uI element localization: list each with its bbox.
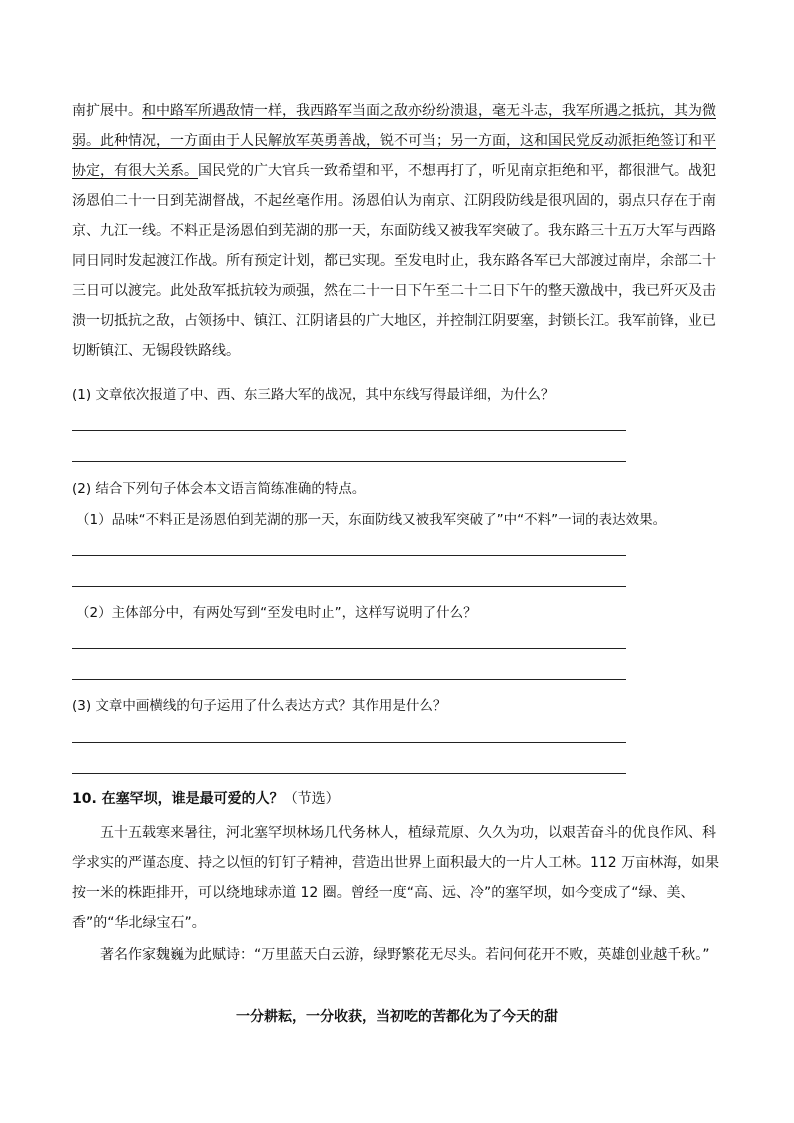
answer-line[interactable] (72, 430, 626, 431)
section-10-paragraph-2: 著名作家魏巍为此赋诗：“万里蓝天白云游，绿野繁花无尽头。若问何花开不败，英雄创业越千秋。” (100, 947, 710, 963)
question-2-2: （2）主体部分中，有两处写到“至发电时止”，这样写说明了什么？ (76, 605, 477, 621)
answer-line[interactable] (72, 461, 626, 462)
passage-paragraph (72, 96, 722, 366)
passage-text-intro: 南扩展中。 (72, 103, 142, 119)
passage-text-body: 国民党的广大官兵一致希望和平，不想再打了，听见南京拒绝和平，都很泄气。战犯汤恩伯二十一日到芜湖督战，不起丝毫作用。汤恩伯认为南京、江阴段防线是很巩固的，弱点只存在于南京、九江一线。不料正是汤恩伯到芜湖的那一天，东面防线又被我军突破了。我东路三十五万大军与西路同日同时发起渡江作战。所有预定计划，都已实现。至发电时止，我东路各军已大部渡过南岸，余部二十三日可以渡完。此处敌军抵抗较为顽强，然在二十一日下午至二十二日下午的整天激战中，我已歼灭及击溃一切抵抗之敌，占领扬中、镇江、江阴诸县的广大地区，并控制江阴要塞，封锁长江。我军前锋，业已切断镇江、无锡段铁路线。 (72, 163, 716, 359)
question-2: (2) 结合下列句子体会本文语言简练准确的特点。 (72, 481, 366, 497)
answer-line[interactable] (72, 586, 626, 587)
answer-line[interactable] (72, 555, 626, 556)
answer-line[interactable] (72, 773, 626, 774)
question-1: (1) 文章依次报道了中、西、东三路大军的战况，其中东线写得最详细，为什么？ (72, 387, 555, 403)
answer-line[interactable] (72, 648, 626, 649)
section-10-heading (72, 789, 340, 809)
section-10-paragraph-1: 五十五载寒来暑往，河北塞罕坝林场几代务林人，植绿荒原、久久为功，以艰苦奋斗的优良作风、科学求实的严谨态度、持之以恒的钉钉子精神，营造出世界上面积最大的一片人工林。112 万亩林海，如果按一米的株距排开，可以绕地球赤道 12 圈。曾经一度“高、远、冷”的塞罕坝，如今变成了“绿、美、香”的“华北绿宝石”。 (72, 825, 720, 931)
section-10-note: （节选） (283, 791, 340, 807)
underlined-sentence: 和中路军所遇敌情一样，我西路军当面之敌亦纷纷溃退，毫无斗志，我军所遇之抵抗，其为微弱。此种情况，一方面由于人民解放军英勇善战，锐不可当；另一方面，这和国民党反动派拒绝签订和平协定，有很大关系。 (72, 103, 716, 179)
question-3: (3) 文章中画横线的句子运用了什么表达方式？其作用是什么？ (72, 698, 447, 714)
answer-line[interactable] (72, 679, 626, 680)
answer-line[interactable] (72, 742, 626, 743)
section-10-title: 10. 在塞罕坝，谁是最可爱的人？ (72, 791, 284, 807)
section-10-subheading: 一分耕耘，一分收获，当初吃的苦都化为了今天的甜 (236, 1009, 558, 1025)
question-2-1: （1）品味“不料正是汤恩伯到芜湖的那一天，东面防线又被我军突破了”中“不料”一词的表达效果。 (76, 512, 667, 528)
